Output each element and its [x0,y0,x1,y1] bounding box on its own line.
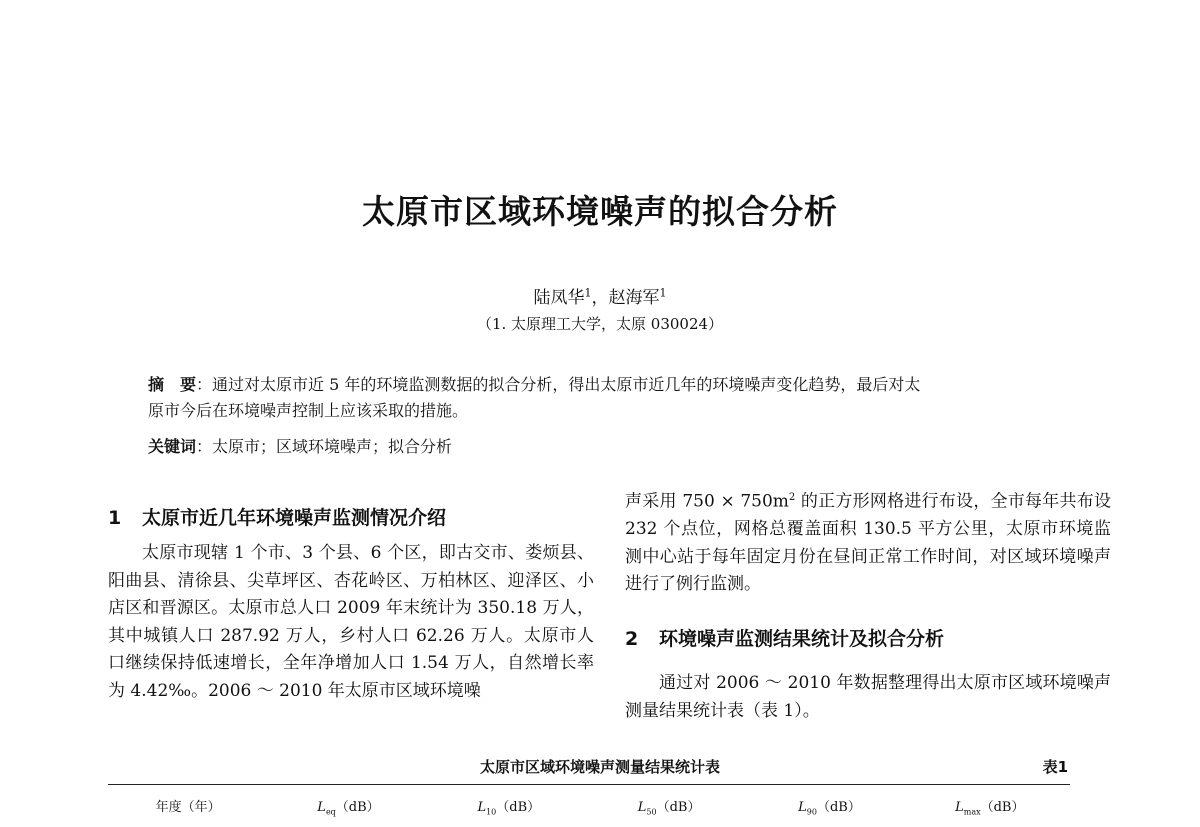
section-1-paragraph: 太原市现辖 1 个市、3 个县、6 个区，即古交市、娄烦县、阳曲县、清徐县、尖草坪区、杏花岭区、万柏林区、迎泽区、小店区和晋源区。太原市总人口 2009 年末统计为 350.18 万人，其中城镇人口 287.92 万人，乡村人口 62.26 万人。太原市人口继续保持低速增长，全年净增加人口 1.54 万人，自然增长率为 4.42‰。2006 ～ 2010 年太原市区域环境噪 [108,543,594,701]
header-unit: （dB） [980,800,1025,815]
section-1-heading [108,503,446,530]
header-symbol: L [955,800,964,815]
header-symbol: L [477,800,487,815]
affiliation: （1. 太原理工大学，太原 030024） [476,315,724,333]
section-2-heading [625,624,944,651]
header-symbol: L [798,800,807,815]
section-title: 环境噪声监测结果统计及拟合分析 [659,628,945,650]
header-unit: （dB） [335,800,380,815]
header-subscript: 90 [806,807,817,817]
abstract-text-line1: ：通过对太原市近 5 年的环境监测数据的拟合分析，得出太原市近几年的环境噪声变化趋势，最后对太 [196,375,921,394]
table-top-rule [108,784,1070,785]
table-title: 太原市区域环境噪声测量结果统计表 [479,758,720,776]
header-text: 年度（年） [155,800,221,815]
abstract-label: 摘 要 [148,375,197,394]
table-header-row [108,796,1070,817]
author-affil-mark: 1 [584,286,592,300]
table-header-leq [268,796,428,817]
table-header-year [108,796,268,817]
header-subscript: 10 [486,807,497,817]
section-2-paragraph: 通过对 2006 ～ 2010 年数据整理得出太原市区域环境噪声测量结果统计表（表 1）。 [625,673,1111,721]
author-name: 赵海军 [608,288,660,308]
header-symbol: L [317,800,326,815]
author-separator: ， [591,288,609,308]
table-label: 表1 [1042,758,1068,776]
abstract-text-line2: 原市今后在环境噪声控制上应该采取的措施。 [148,401,469,420]
continuation-text-a: 声采用 750 × 750m [625,491,789,512]
table-header-l10 [429,796,589,817]
author-affil-mark: 1 [659,286,667,300]
table-header-l90 [749,796,909,817]
table-header-l50 [589,796,749,817]
keywords-text: ：太原市；区域环境噪声；拟合分析 [196,437,453,456]
abstract [148,372,1108,424]
author-name: 陆凤华 [533,288,585,308]
paper-title: 太原市区域环境噪声的拟合分析 [362,192,838,231]
section-number: 1 [108,507,122,529]
header-subscript: max [963,807,981,817]
keywords [148,434,1108,460]
section-title: 太原市近几年环境噪声监测情况介绍 [142,507,447,529]
header-unit: （dB） [816,800,861,815]
continuation-text-b: 的正方形网格进行布设，全市每年共布设 232 个点位，网格总覆盖面积 130.5 平方公里，太原市环境监测中心站于每年固定月份在昼间正常工作时间，对区域环境噪声进行了例行监测。 [625,491,1111,595]
superscript: 2 [788,492,796,503]
header-symbol: L [637,800,647,815]
author-line [0,283,1200,308]
section-number: 2 [625,628,639,650]
section-1-continuation [625,484,1111,599]
keywords-label: 关键词 [148,437,197,456]
table-header-lmax [910,796,1070,817]
header-subscript: eq [325,807,336,817]
header-unit: （dB） [496,800,541,815]
header-unit: （dB） [656,800,701,815]
header-subscript: 50 [646,807,657,817]
